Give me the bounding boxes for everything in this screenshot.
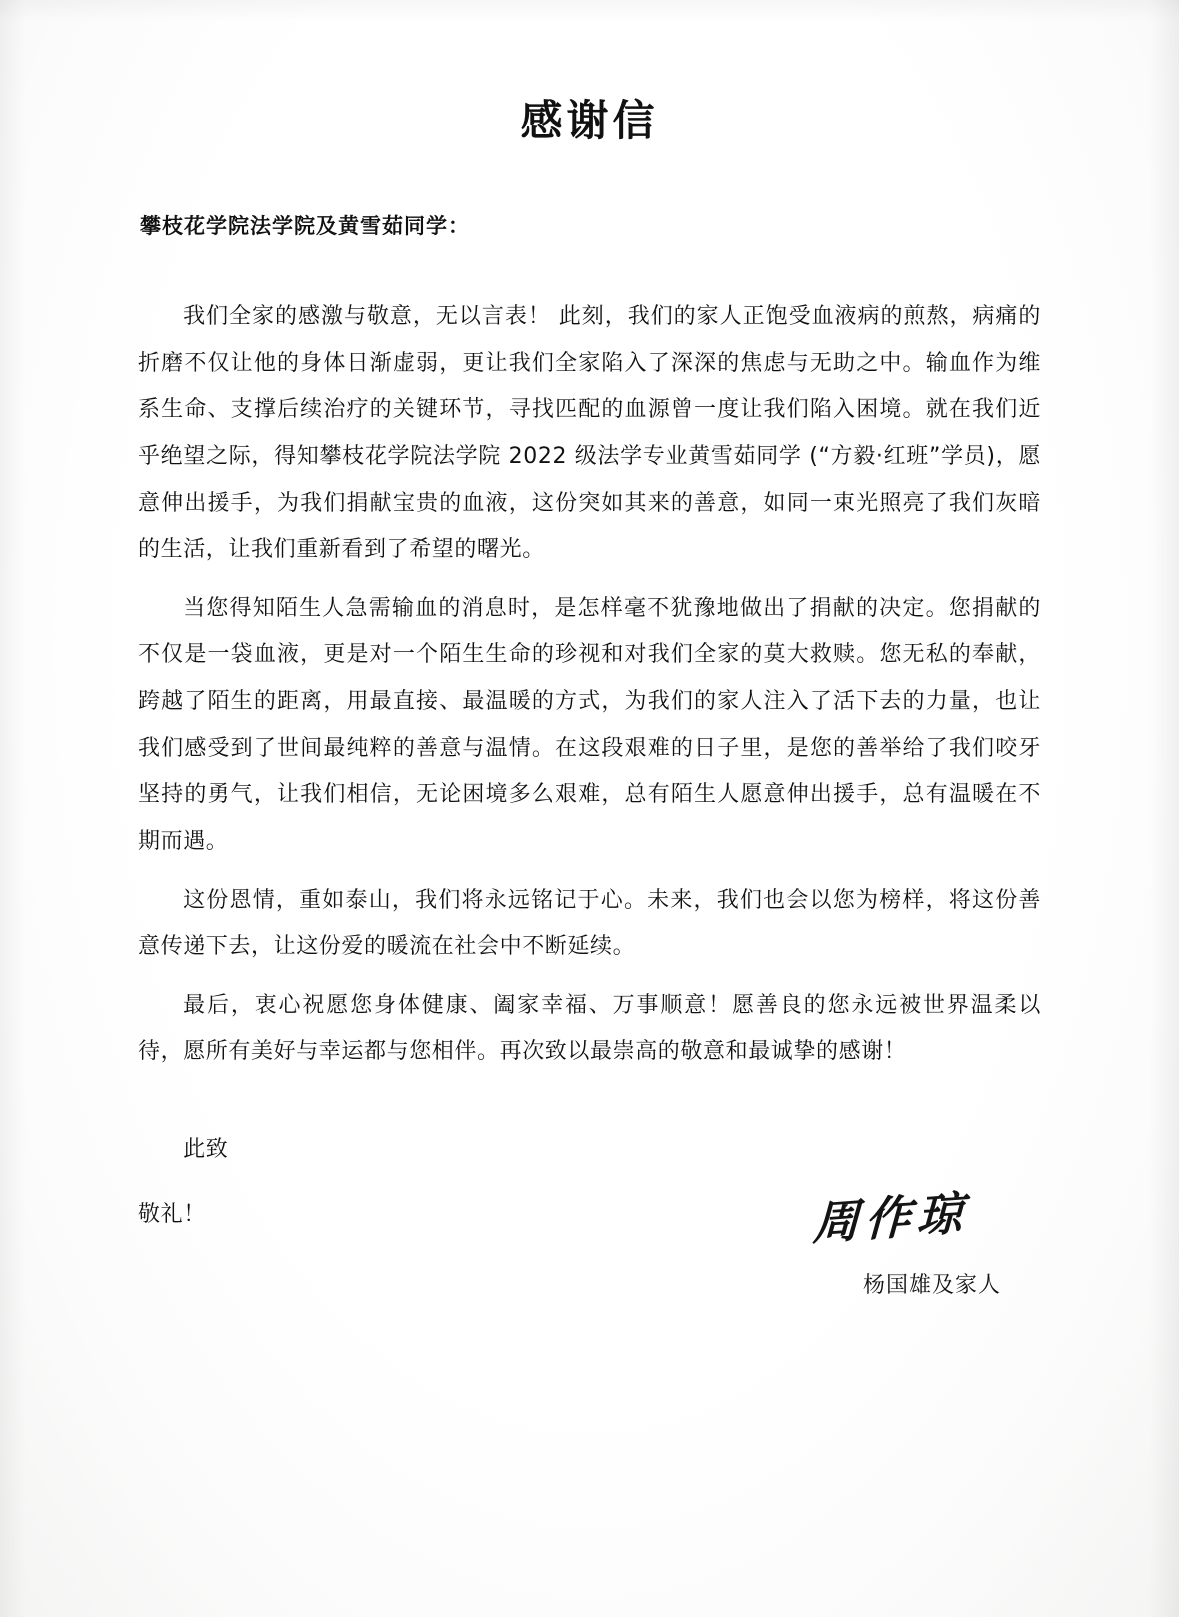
paragraph-4: 最后，衷心祝愿您身体健康、阖家幸福、万事顺意！愿善良的您永远被世界温柔以待，愿所有美好与幸运都与您相伴。再次致以最崇高的敬意和最诚挚的感谢！ <box>138 992 1041 1065</box>
salutation: 攀枝花学院法学院及黄雪茹同学： <box>140 214 470 238</box>
closing-line-jing-li: 敬礼！ <box>138 1202 206 1227</box>
paragraph-3: 这份恩情，重如泰山，我们将永远铭记于心。未来，我们也会以您为榜样，将这份善意传递下去，让这份爱的暖流在社会中不断延续。 <box>138 887 1041 960</box>
page-title: 感谢信 <box>520 96 659 145</box>
letter-sheet <box>138 88 1041 1332</box>
paragraph-2: 当您得知陌生人急需输血的消息时，是怎样毫不犹豫地做出了捐献的决定。您捐献的不仅是一袋血液，更是对一个陌生生命的珍视和对我们全家的莫大救赎。您无私的奉献，跨越了陌生的距离，用最直接、最温暖的方式，为我们的家人注入了活下去的力量，也让我们感受到了世间最纯粹的善意与温情。在这段艰难的日子里，是您的善举给了我们咬牙坚持的勇气，让我们相信，无论困境多么艰难，总有陌生人愿意伸出援手，总有温暖在不期而遇。 <box>138 595 1041 854</box>
signature-area <box>138 1182 1041 1332</box>
paragraph-1: 我们全家的感激与敬意，无以言表！ 此刻，我们的家人正饱受血液病的煎熬，病痛的折磨不仅让他的身体日渐虚弱，更让我们全家陷入了深深的焦虑与无助之中。输血作为维系生命、支撑后续治疗的关键环节，寻找匹配的血源曾一度让我们陷入困境。就在我们近乎绝望之际，得知攀枝花学院法学院 2022 级法学专业黄雪茹同学 (“方毅·红班”学员)，愿意伸出援手，为我们捐献宝贵的血液，这份突如其来的善意，如同一束光照亮了我们灰暗的生活，让我们重新看到了希望的曙光。 <box>138 304 1041 563</box>
handwritten-signature: 周作琼 <box>812 1185 970 1251</box>
closing-line-ci-zhi: 此致 <box>183 1137 229 1162</box>
signer-name: 杨国雄及家人 <box>862 1273 1001 1298</box>
